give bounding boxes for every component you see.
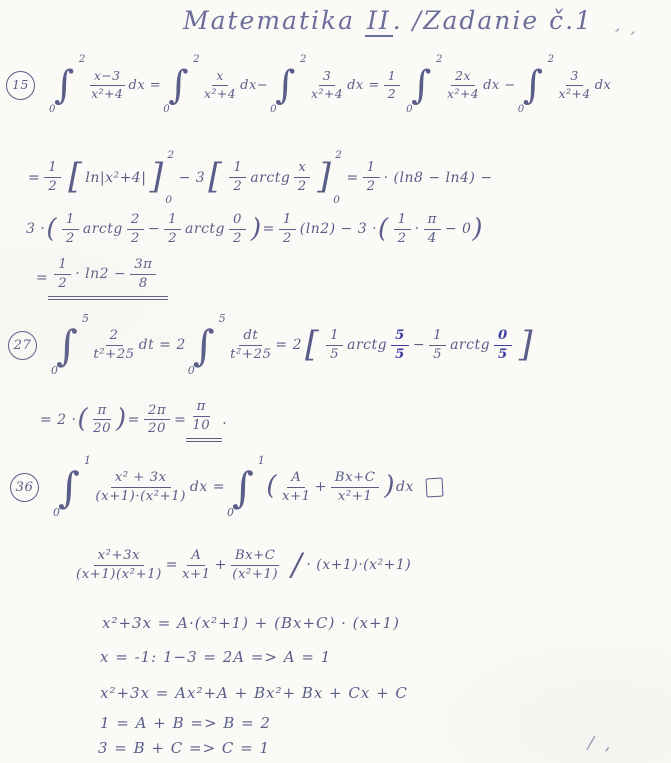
bracket-lower-limit: 0 [333, 194, 341, 207]
math-line [40, 398, 227, 442]
integral-sign [517, 54, 555, 115]
fraction [326, 328, 343, 363]
fraction [429, 328, 446, 363]
math-line [100, 684, 408, 702]
integral-sign [49, 54, 86, 115]
page-title-suffix: . /Zadanie č.1 [392, 6, 593, 35]
fraction-denominator: 5 [433, 346, 443, 362]
math-text: dx − [483, 77, 516, 93]
integral-lower-limit: 0 [226, 505, 235, 519]
fraction-numerator: 2π [144, 403, 170, 421]
integral-sign [163, 54, 201, 115]
fraction-numerator: x [294, 160, 310, 178]
fraction-numerator: A [187, 548, 205, 566]
problem-number-badge: 15 [6, 71, 35, 100]
integral-glyph: ∫ [522, 62, 544, 108]
fraction [447, 69, 479, 102]
math-text: = [174, 411, 187, 428]
fraction-denominator: 2 [233, 179, 243, 195]
fraction-numerator: 1 [326, 328, 343, 346]
stray-mark-top-right: , , [614, 16, 641, 38]
math-text: − 0 [444, 221, 472, 238]
integral-glyph: ∫ [192, 320, 216, 370]
big-paren: ( [46, 213, 57, 244]
math-text: · ln2 − [75, 266, 127, 283]
math-text: = 2 [275, 337, 303, 354]
bracket-lower-limit: 0 [165, 194, 173, 207]
fraction-denominator: 2 [48, 179, 58, 195]
problem-number-badge: 27 [8, 331, 37, 360]
math-text: dx− [240, 77, 269, 93]
fraction [204, 69, 236, 102]
fraction-numerator: x²+3x [94, 548, 144, 566]
integral-lower-limit: 0 [270, 103, 278, 115]
fraction-denominator: 2 [58, 275, 68, 291]
fraction-denominator: 8 [138, 275, 148, 291]
math-line [8, 312, 536, 377]
integral-sign [406, 54, 443, 115]
fraction [76, 548, 162, 583]
math-text: = 2 · [40, 411, 77, 428]
fraction [44, 160, 61, 195]
fraction-denominator: x+1 [281, 488, 311, 504]
fraction-denominator: x²+4 [204, 86, 237, 101]
math-text: + [214, 557, 227, 574]
bracket [65, 156, 85, 199]
fraction [279, 212, 296, 247]
underlined-result [186, 398, 222, 442]
integral-sign [226, 454, 266, 519]
big-paren: ) [384, 471, 395, 502]
math-text: ln|x²+4| [85, 169, 147, 186]
math-line [10, 454, 443, 519]
fraction [90, 69, 125, 102]
fraction-denominator: x²+4 [311, 86, 344, 101]
big-paren: ( [77, 404, 89, 434]
math-text: x²+3x = A·(x²+1) + (Bx+C) · (x+1) [102, 614, 400, 632]
integral-lower-limit: 0 [49, 103, 56, 115]
math-text: − [147, 221, 161, 238]
fraction [391, 328, 409, 363]
math-line [98, 739, 270, 757]
integral-upper-limit: 5 [81, 312, 90, 325]
integral-glyph: ∫ [54, 62, 75, 108]
stray-mark-bottom-right: ∕ , [587, 733, 615, 755]
bracket-glyph: [ [305, 324, 320, 365]
fraction-numerator: 1 [429, 328, 446, 346]
fraction [231, 548, 280, 583]
math-text: = [36, 269, 49, 286]
fraction-denominator: 2 [397, 230, 407, 246]
fraction [282, 470, 311, 505]
bracket-glyph: ] [317, 157, 332, 198]
fraction [230, 328, 271, 363]
integral-lower-limit: 0 [51, 363, 59, 377]
bracket [516, 324, 536, 367]
fraction [93, 328, 134, 363]
integral-upper-limit: 1 [83, 454, 92, 467]
fraction [311, 69, 343, 102]
fraction-numerator: Bx+C [231, 548, 280, 566]
fraction-denominator: t²+25 [230, 346, 272, 362]
fraction-numerator: A [287, 470, 305, 488]
integral-lower-limit: 0 [53, 505, 61, 519]
fraction-denominator: (x²+1) [232, 566, 279, 582]
math-text: dx = [128, 77, 162, 93]
underlined-result [48, 256, 168, 300]
integral-upper-limit: 2 [436, 54, 443, 65]
math-text: dx = [347, 77, 380, 93]
math-text: x²+3x = Ax²+A + Bx²+ Bx + Cx + C [100, 684, 408, 702]
fraction-numerator: 0 [229, 212, 246, 230]
fraction-numerator: Bx+C [331, 470, 380, 488]
fraction-denominator: 20 [93, 421, 112, 437]
fraction-denominator: 2 [65, 230, 75, 246]
fraction-denominator: (x+1)(x²+1) [76, 566, 162, 582]
fraction-denominator: 2 [168, 230, 178, 246]
integral-sign [51, 312, 90, 377]
fraction [192, 399, 210, 434]
fraction-numerator: π [193, 399, 210, 417]
integral-sign [187, 312, 227, 377]
fraction [54, 257, 71, 292]
big-paren: ( [266, 471, 277, 502]
page-title-roman-numeral: II [367, 6, 391, 35]
fraction [294, 160, 310, 195]
math-line [72, 548, 411, 583]
math-text: = [127, 411, 140, 428]
integral-lower-limit: 0 [187, 363, 196, 377]
bracket-glyph: ] [518, 324, 533, 365]
fraction [384, 69, 400, 102]
fraction-numerator: 5 [391, 328, 409, 346]
fraction-numerator: 1 [164, 212, 181, 230]
integral-upper-limit: 2 [300, 54, 307, 65]
fraction-numerator: 1 [229, 160, 246, 178]
math-text: 1 = A + B => B = 2 [100, 714, 271, 732]
fraction-numerator: x² + 3x [111, 470, 171, 488]
integral-glyph: ∫ [168, 62, 190, 108]
problem-number-badge: 36 [10, 473, 39, 502]
integral-glyph: ∫ [58, 462, 81, 512]
math-text: · (ln8 − ln4) − [383, 169, 493, 186]
math-text: arctg [347, 337, 388, 354]
divide-slash-mark: / [291, 547, 303, 584]
bracket-upper-limit: 2 [167, 149, 175, 161]
fraction-denominator: t²+25 [93, 346, 135, 362]
math-text: dx [396, 479, 414, 496]
integral-upper-limit: 2 [547, 54, 555, 65]
fraction-numerator: 3π [130, 257, 156, 275]
integral-sign [270, 54, 307, 115]
fraction-numerator: 3 [319, 69, 335, 86]
fraction [229, 160, 246, 195]
big-paren: ( [378, 213, 389, 244]
fraction-numerator: x [212, 69, 227, 86]
math-text: 3 = B + C => C = 1 [98, 739, 271, 757]
fraction-denominator: 5 [395, 346, 405, 362]
bracket-glyph: ] [149, 157, 164, 198]
fraction-numerator: x−3 [90, 69, 125, 86]
fraction [494, 328, 512, 363]
fraction [394, 212, 411, 247]
math-text: = [262, 221, 275, 238]
math-text: − [412, 337, 426, 354]
fraction [424, 212, 441, 247]
math-text: dx [594, 77, 612, 93]
math-text: = [28, 169, 41, 186]
math-line [6, 54, 612, 115]
fraction-denominator: 10 [192, 417, 211, 433]
fraction-denominator: 20 [148, 421, 166, 437]
fraction-numerator: 0 [494, 328, 512, 346]
math-text: arctg [185, 221, 225, 238]
math-line [26, 212, 484, 247]
fraction-numerator: 1 [62, 212, 79, 230]
fraction-numerator: dt [239, 328, 262, 346]
page-title-text: Matematika [183, 6, 365, 35]
fraction-numerator: 2 [106, 328, 123, 346]
integral-lower-limit: 0 [163, 103, 171, 115]
big-paren: ) [472, 213, 484, 244]
integral-upper-limit: 5 [218, 312, 227, 325]
math-text: . [222, 411, 228, 428]
fraction-denominator: x²+4 [91, 86, 124, 101]
bracket [314, 149, 343, 207]
integral-lower-limit: 0 [406, 103, 414, 115]
big-paren: ) [116, 404, 127, 434]
fraction [559, 69, 591, 102]
fraction [331, 470, 380, 505]
fraction-denominator: 2 [387, 86, 397, 101]
math-line [36, 256, 168, 300]
math-text: dt = 2 [138, 337, 186, 354]
fraction-denominator: 2 [233, 230, 242, 246]
fraction-denominator: 4 [427, 230, 437, 246]
fraction [95, 470, 186, 505]
math-text: arctg [82, 221, 123, 238]
fraction [144, 403, 170, 438]
fraction [127, 212, 144, 247]
box-mark [425, 477, 443, 497]
fraction-numerator: 1 [279, 212, 296, 230]
math-line [100, 648, 331, 666]
math-line [102, 614, 400, 632]
bracket [146, 149, 175, 207]
fraction-denominator: 2 [297, 179, 307, 195]
fraction-denominator: x²+1 [337, 488, 373, 504]
math-line [28, 149, 493, 207]
fraction-denominator: 2 [366, 179, 376, 195]
fraction-numerator: 1 [363, 160, 380, 178]
fraction [130, 257, 156, 292]
bracket-glyph: [ [208, 157, 223, 198]
bracket [205, 156, 225, 199]
fraction [229, 212, 246, 247]
math-text: 3 · [26, 221, 46, 238]
bracket-glyph: [ [68, 157, 83, 198]
fraction-denominator: (x+1)·(x²+1) [95, 488, 186, 504]
math-text: arctg [250, 169, 291, 186]
bracket [302, 324, 322, 367]
integral-upper-limit: 2 [193, 54, 201, 65]
fraction-denominator: 2 [130, 230, 140, 246]
fraction-denominator: 2 [282, 230, 292, 246]
integral-sign [53, 454, 92, 519]
integral-glyph: ∫ [231, 462, 255, 512]
fraction-numerator: 2x [451, 69, 475, 86]
math-line [100, 714, 271, 732]
integral-glyph: ∫ [275, 62, 296, 108]
fraction-denominator: x²+4 [558, 86, 591, 101]
bracket-upper-limit: 2 [335, 149, 343, 161]
fraction-denominator: x+1 [182, 566, 211, 582]
fraction-numerator: π [424, 212, 441, 230]
math-text: arctg [450, 337, 491, 354]
fraction-numerator: 1 [54, 257, 71, 275]
math-text: + [314, 479, 327, 496]
integral-glyph: ∫ [56, 320, 79, 370]
big-paren: ) [250, 213, 262, 244]
fraction-denominator: x²+4 [446, 86, 480, 101]
fraction-denominator: 5 [498, 346, 508, 362]
fraction-numerator: 1 [44, 160, 61, 178]
math-text: = [346, 169, 359, 186]
fraction [363, 160, 380, 195]
math-text: · [414, 221, 420, 238]
integral-glyph: ∫ [411, 62, 432, 108]
fraction [93, 403, 111, 438]
fraction [62, 212, 79, 247]
fraction [182, 548, 211, 583]
math-text: − 3 [178, 169, 206, 186]
math-text: x = -1: 1−3 = 2A => A = 1 [100, 648, 332, 666]
fraction [164, 212, 181, 247]
math-text: · (x+1)·(x²+1) [306, 557, 412, 574]
fraction-numerator: π [93, 403, 110, 421]
fraction-numerator: 1 [394, 212, 411, 230]
fraction-denominator: 5 [330, 346, 340, 362]
math-text: (ln2) − 3 · [299, 221, 378, 238]
integral-upper-limit: 2 [78, 54, 86, 65]
integral-lower-limit: 0 [517, 103, 525, 115]
fraction-numerator: 1 [384, 69, 400, 86]
fraction-numerator: 2 [127, 212, 144, 230]
math-text: dx = [189, 479, 225, 496]
integral-upper-limit: 1 [257, 454, 266, 467]
fraction-numerator: 3 [566, 69, 582, 86]
math-text: = [165, 557, 179, 574]
